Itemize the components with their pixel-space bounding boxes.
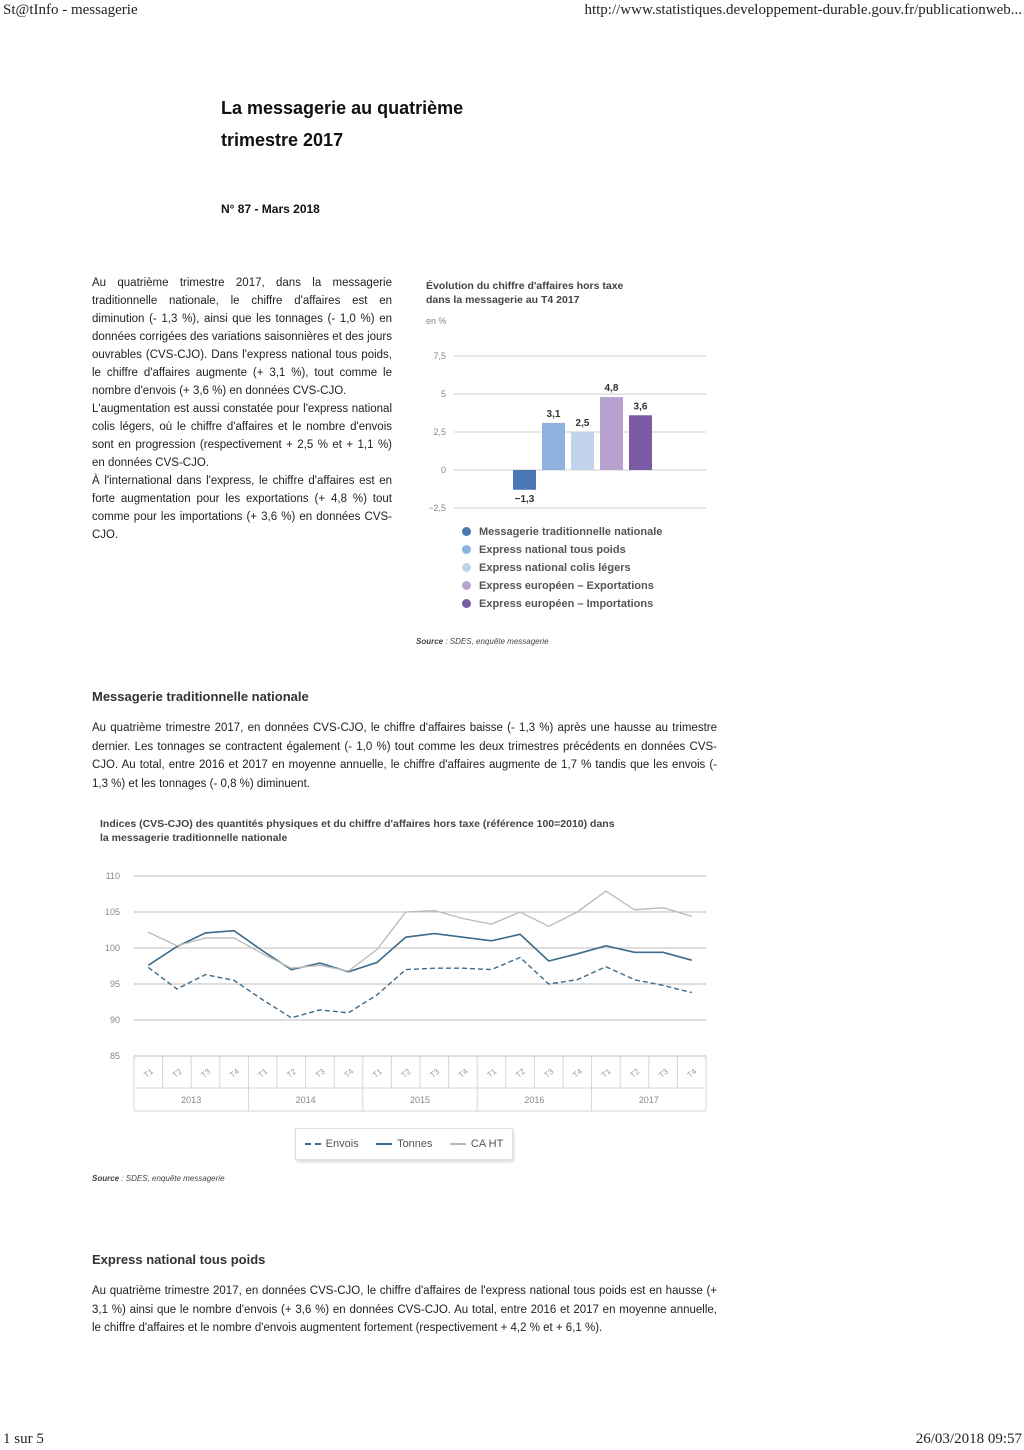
line-chart-quarter-label: T2 bbox=[513, 1066, 527, 1080]
bar-chart-ytick-label: 2,5 bbox=[433, 427, 446, 437]
print-page-url[interactable]: http://www.statistiques.developpement-durable.gouv.fr/publicationweb... bbox=[584, 2, 1022, 18]
bar-chart-bar bbox=[513, 470, 536, 490]
bar-legend-item[interactable] bbox=[462, 577, 662, 595]
legend-swatch bbox=[305, 1143, 321, 1145]
line-chart-quarter-label: T3 bbox=[656, 1066, 670, 1080]
bar-legend-item[interactable] bbox=[462, 523, 662, 541]
line-chart-title-line2: la messagerie traditionnelle nationale bbox=[100, 832, 288, 844]
legend-dot bbox=[462, 581, 471, 590]
bar-chart-data-label: 3,6 bbox=[633, 401, 648, 413]
section-text-traditionnelle: Au quatrième trimestre 2017, en données CVS-CJO, le chiffre d'affaires baisse (- 1,3 %) après une hausse au trimestre dernier. Les tonnages se contractent également (- 1,0 %) tout comme les deux trimestres précédents en données CVS-CJO. Au total, entre 2016 et 2017 en moyenne annuelle, le chiffre d'affaires augmente de 1,7 % tandis que les envois (- 1,3 %) et les tonnages (- 0,8 %) diminuent. bbox=[92, 722, 717, 790]
line-chart-year-label: 2017 bbox=[638, 1095, 659, 1105]
line-chart-quarter-label: T1 bbox=[599, 1066, 613, 1080]
bar-chart-title-line2: dans la messagerie au T4 2017 bbox=[426, 294, 580, 306]
section-heading-traditionnelle: Messagerie traditionnelle nationale bbox=[92, 689, 309, 704]
line-chart-legend bbox=[295, 1128, 513, 1160]
bar-chart-bar bbox=[571, 432, 594, 470]
line-chart-quarter-label: T3 bbox=[542, 1066, 556, 1080]
legend-item-tonnes[interactable] bbox=[376, 1138, 432, 1150]
legend-item-envois[interactable] bbox=[305, 1138, 359, 1150]
legend-dot bbox=[462, 545, 471, 554]
source-text: : SDES, enquête messagerie bbox=[119, 1174, 225, 1183]
print-page-title: St@tInfo - messagerie bbox=[3, 2, 138, 18]
section-heading-express: Express national tous poids bbox=[92, 1252, 266, 1267]
legend-label: CA HT bbox=[470, 1138, 504, 1150]
legend-swatch bbox=[450, 1143, 466, 1145]
line-chart-quarter-label: T2 bbox=[170, 1066, 184, 1080]
line-chart-quarter-label: T4 bbox=[227, 1066, 241, 1080]
line-chart bbox=[92, 860, 722, 1170]
line-chart-ytick-label: 85 bbox=[109, 1051, 120, 1061]
bar-chart-legend bbox=[462, 523, 662, 613]
intro-paragraph: L'augmentation est aussi constatée pour l'express national colis légers, où le chiffre d'affaires et le nombre d'envois sont en progression (respectivement + 2,5 % et + 1,1 %) en données CVS-CJO. bbox=[92, 403, 392, 469]
line-chart-ytick-label: 110 bbox=[105, 871, 120, 881]
line-chart-quarter-label: T1 bbox=[256, 1066, 270, 1080]
document-title-line1: La messagerie au quatrième bbox=[221, 98, 464, 118]
legend-label: Express national tous poids bbox=[479, 544, 626, 556]
line-chart-quarter-label: T1 bbox=[485, 1066, 499, 1080]
line-series-tonnes bbox=[148, 931, 691, 972]
source-text: : SDES, enquête messagerie bbox=[443, 637, 549, 646]
line-chart-quarter-label: T3 bbox=[428, 1066, 442, 1080]
line-chart-quarter-label: T3 bbox=[313, 1066, 327, 1080]
legend-dot bbox=[462, 563, 471, 572]
line-chart-title-line1: Indices (CVS-CJO) des quantités physiques et du chiffre d'affaires hors taxe (référence 100=2010) dans bbox=[100, 818, 615, 830]
legend-dot bbox=[462, 599, 471, 608]
source-label: Source bbox=[416, 637, 444, 646]
bar-legend-item[interactable] bbox=[462, 559, 662, 577]
bar-chart-ytick-label: 5 bbox=[440, 389, 446, 399]
bar-chart-data-label: −1,3 bbox=[514, 493, 535, 505]
legend-label: Express national colis légers bbox=[479, 562, 631, 574]
intro-text bbox=[92, 274, 392, 544]
bar-chart-title bbox=[426, 279, 623, 307]
line-chart-ytick-label: 95 bbox=[109, 979, 120, 989]
line-chart-year-label: 2016 bbox=[524, 1095, 545, 1105]
line-chart-quarter-label: T2 bbox=[399, 1066, 413, 1080]
line-series-envois bbox=[148, 957, 691, 1017]
legend-label: Envois bbox=[325, 1138, 359, 1150]
line-chart-quarter-label: T2 bbox=[628, 1066, 642, 1080]
bar-chart-block bbox=[410, 272, 720, 652]
bar-chart-ytick-label: −2,5 bbox=[428, 503, 446, 513]
bar-chart-data-label: 4,8 bbox=[604, 383, 619, 395]
line-chart-quarter-label: T1 bbox=[142, 1066, 156, 1080]
line-chart-quarter-label: T4 bbox=[685, 1066, 699, 1080]
legend-label: Messagerie traditionnelle nationale bbox=[479, 526, 663, 538]
bar-chart-unit: en % bbox=[426, 316, 447, 326]
bar-chart-ytick-label: 7,5 bbox=[433, 351, 446, 361]
bar-chart-ytick-label: 0 bbox=[440, 465, 446, 475]
bar-chart-bar bbox=[629, 415, 652, 470]
document-title bbox=[221, 92, 463, 156]
line-chart-quarter-label: T1 bbox=[370, 1066, 384, 1080]
legend-item-ca-ht[interactable] bbox=[450, 1138, 503, 1150]
line-chart-ytick-label: 105 bbox=[104, 907, 120, 917]
legend-dot bbox=[462, 527, 471, 536]
bar-chart-bar bbox=[600, 397, 623, 470]
bar-chart-data-label: 3,1 bbox=[546, 408, 561, 420]
source-label: Source bbox=[92, 1174, 120, 1183]
line-chart-quarter-label: T4 bbox=[342, 1066, 356, 1080]
bar-chart-data-label: 2,5 bbox=[575, 418, 590, 429]
bar-chart-bar bbox=[542, 423, 565, 470]
section-text-express: Au quatrième trimestre 2017, en données CVS-CJO, le chiffre d'affaires de l'express national tous poids est en hausse (+ 3,1 %) ainsi que le nombre d'envois (+ 3,6 %) en données CVS-CJO. Au total, entre 2016 et 2017 en moyenne annuelle, le chiffre d'affaires et le nombre d'envois augmentent fortement (respectivement + 4,2 % et + 6,1 %). bbox=[92, 1285, 717, 1334]
legend-label: Express européen – Exportations bbox=[479, 580, 654, 592]
line-chart-quarter-label: T4 bbox=[456, 1066, 470, 1080]
line-chart-year-label: 2013 bbox=[181, 1095, 202, 1105]
legend-label: Tonnes bbox=[397, 1138, 433, 1150]
document-title-line2: trimestre 2017 bbox=[221, 130, 344, 150]
line-chart-ytick-label: 90 bbox=[109, 1015, 120, 1025]
line-chart-year-label: 2015 bbox=[409, 1095, 431, 1105]
legend-label: Express européen – Importations bbox=[479, 598, 654, 610]
print-datetime: 26/03/2018 09:57 bbox=[915, 1431, 1022, 1447]
bar-chart-source bbox=[416, 637, 549, 646]
intro-paragraph: Au quatrième trimestre 2017, dans la messagerie traditionnelle nationale, le chiffre d'affaires est en diminution (- 1,3 %), ainsi que les tonnages (- 1,0 %) en données corrigées des variations saisonnières et des jours ouvrables (CVS-CJO). Dans l'express national tous poids, le chiffre d'affaires augmente (+ 3,1 %), tout comme le nombre d'envois (+ 3,6 %) en données CVS-CJO. bbox=[92, 277, 392, 397]
line-chart-quarter-label: T4 bbox=[571, 1066, 585, 1080]
bar-legend-item[interactable] bbox=[462, 541, 662, 559]
line-chart-year-label: 2014 bbox=[295, 1095, 316, 1105]
bar-chart-title-line1: Évolution du chiffre d'affaires hors taxe bbox=[426, 280, 624, 292]
line-chart-quarter-label: T2 bbox=[285, 1066, 299, 1080]
line-chart-quarter-label: T3 bbox=[199, 1066, 213, 1080]
line-chart-title bbox=[100, 817, 720, 845]
line-chart-ytick-label: 100 bbox=[104, 943, 120, 953]
line-chart-source bbox=[92, 1174, 225, 1183]
intro-paragraph: À l'international dans l'express, le chiffre d'affaires est en forte augmentation pour les exportations (+ 4,8 %) tout comme pour les importations (+ 3,6 %) en données CVS-CJO. bbox=[92, 475, 392, 541]
print-page-number: 1 sur 5 bbox=[3, 1431, 44, 1447]
issue-number: N° 87 - Mars 2018 bbox=[221, 202, 320, 216]
bar-legend-item[interactable] bbox=[462, 595, 662, 613]
legend-swatch bbox=[376, 1143, 392, 1145]
